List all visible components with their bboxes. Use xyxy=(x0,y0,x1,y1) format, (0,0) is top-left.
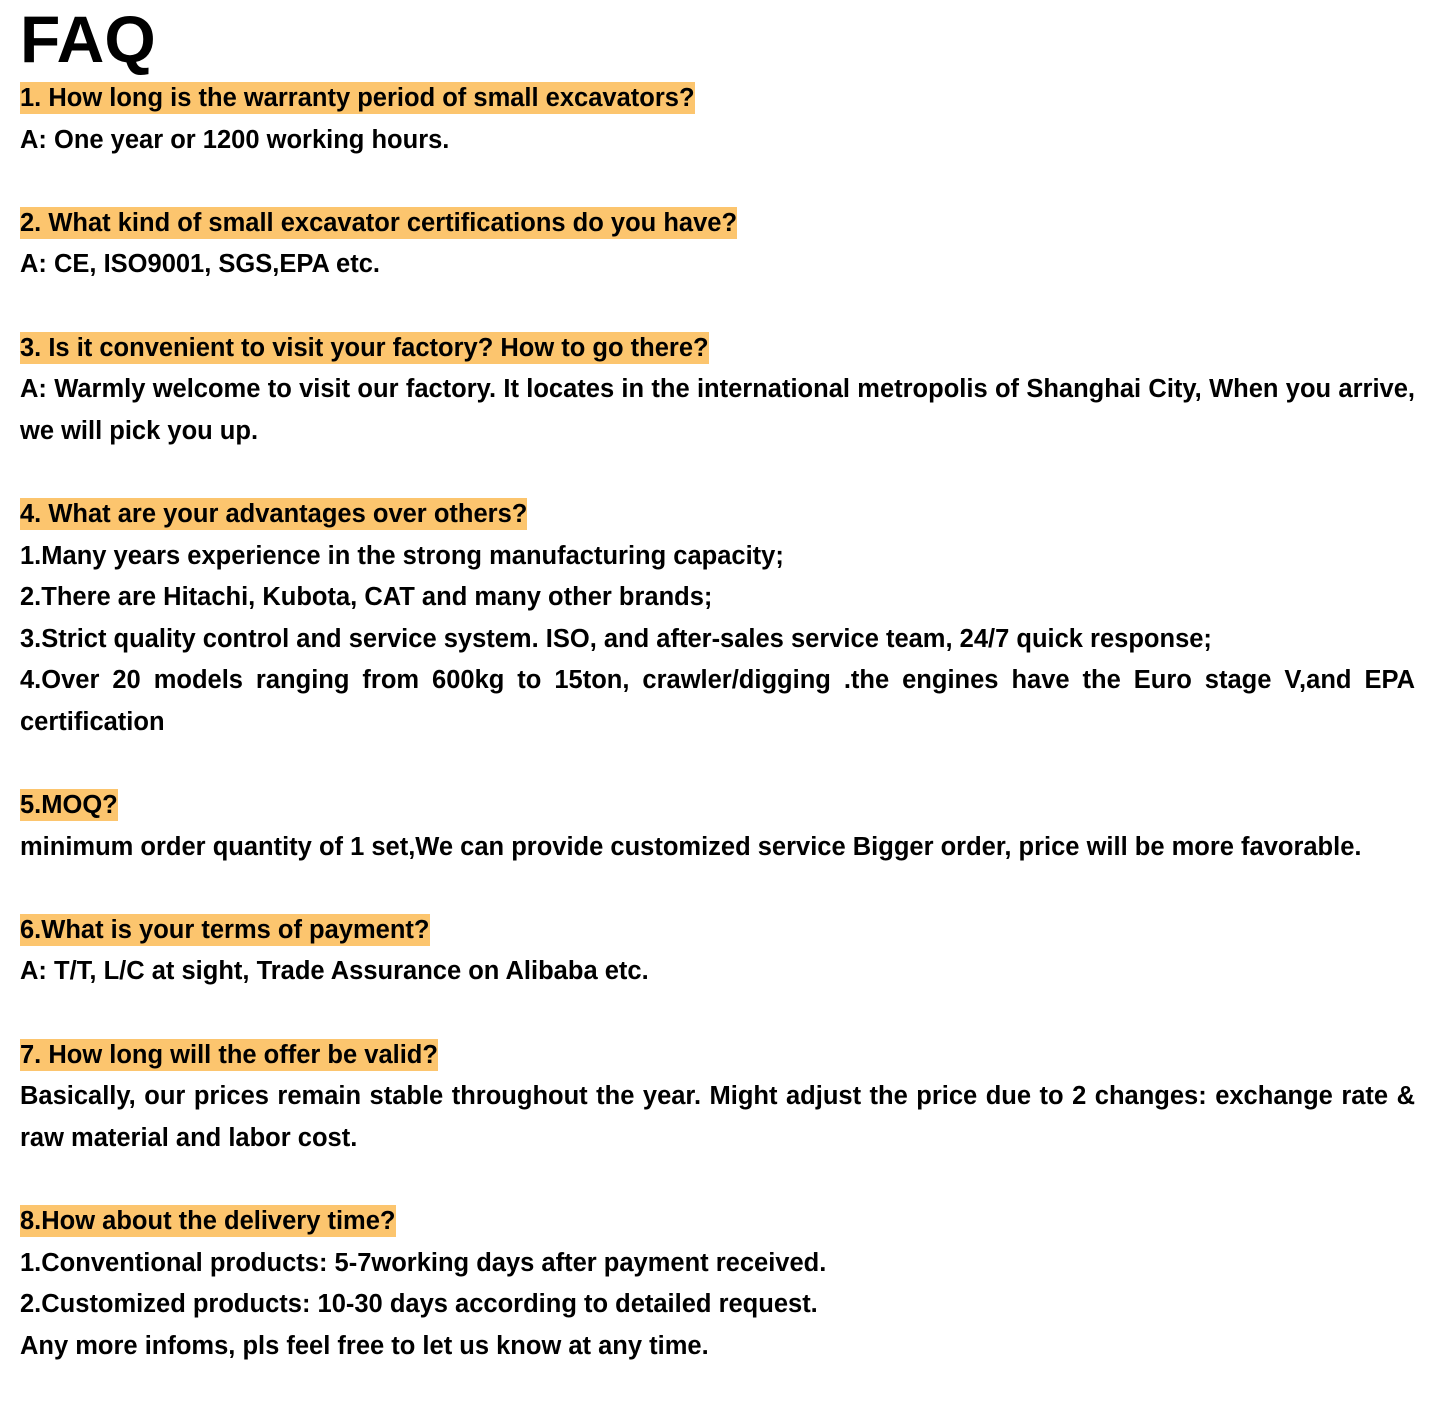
faq-answer: A: CE, ISO9001, SGS,EPA etc. xyxy=(20,250,380,279)
faq-question xyxy=(20,78,1415,120)
faq-answer: minimum order quantity of 1 set,We can provide customized service Bigger order, price will be more favorable. xyxy=(20,832,1362,861)
spacer xyxy=(20,868,1415,910)
faq-answer: Any more infoms, pls feel free to let us know at any time. xyxy=(20,1331,709,1360)
question-highlight: 1. How long is the warranty period of small excavators? xyxy=(20,84,695,112)
faq-question xyxy=(20,1201,1415,1243)
faq-answer: 2.There are Hitachi, Kubota, CAT and many other brands; xyxy=(20,583,713,612)
faq-question xyxy=(20,203,1415,245)
faq-answer: 1.Many years experience in the strong manufacturing capacity; xyxy=(20,541,784,570)
faq-answer: A: Warmly welcome to visit our factory. It locates in the international metropolis of Shanghai City, When you arrive, we will pick you up. xyxy=(20,375,1415,445)
faq-item xyxy=(20,328,1415,453)
faq-answer: 2.Customized products: 10-30 days according to detailed request. xyxy=(20,1290,818,1319)
faq-answer: Basically, our prices remain stable throughout the year. Might adjust the price due to 2 changes: exchange rate & raw material and labor cost. xyxy=(20,1082,1415,1152)
faq-question xyxy=(20,910,1415,952)
spacer xyxy=(20,1159,1415,1201)
question-highlight: 7. How long will the offer be valid? xyxy=(20,1040,438,1069)
faq-answer: A: T/T, L/C at sight, Trade Assurance on Alibaba etc. xyxy=(20,957,649,986)
faq-item xyxy=(20,78,1415,161)
spacer xyxy=(20,993,1415,1035)
question-highlight: 2. What kind of small excavator certifications do you have? xyxy=(20,208,738,237)
spacer xyxy=(20,744,1415,786)
question-highlight: 5.MOQ? xyxy=(20,791,118,820)
faq-answer: A: One year or 1200 working hours. xyxy=(20,125,450,154)
faq-item xyxy=(20,494,1415,744)
faq-item xyxy=(20,203,1415,286)
faq-item xyxy=(20,1201,1415,1367)
question-highlight: 4. What are your advantages over others? xyxy=(20,499,528,528)
spacer xyxy=(20,161,1415,203)
faq-question xyxy=(20,328,1415,370)
question-highlight: 3. Is it convenient to visit your factory? How to go there? xyxy=(20,333,709,362)
faq-item xyxy=(20,1035,1415,1160)
faq-question xyxy=(20,785,1415,827)
faq-list xyxy=(20,78,1415,1367)
spacer xyxy=(20,286,1415,328)
question-highlight: 8.How about the delivery time? xyxy=(20,1207,396,1236)
faq-question xyxy=(20,1035,1415,1077)
question-highlight: 6.What is your terms of payment? xyxy=(20,915,430,944)
faq-answer: 4.Over 20 models ranging from 600kg to 15ton, crawler/digging .the engines have the Euro stage V,and EPA certification xyxy=(20,666,1415,736)
page-title: FAQ xyxy=(20,2,156,76)
faq-item xyxy=(20,785,1415,868)
faq-answer: 3.Strict quality control and service system. ISO, and after-sales service team, 24/7 quick response; xyxy=(20,624,1212,653)
faq-answer: 1.Conventional products: 5-7working days after payment received. xyxy=(20,1248,827,1277)
faq-item xyxy=(20,910,1415,993)
faq-question xyxy=(20,494,1415,536)
spacer xyxy=(20,452,1415,494)
